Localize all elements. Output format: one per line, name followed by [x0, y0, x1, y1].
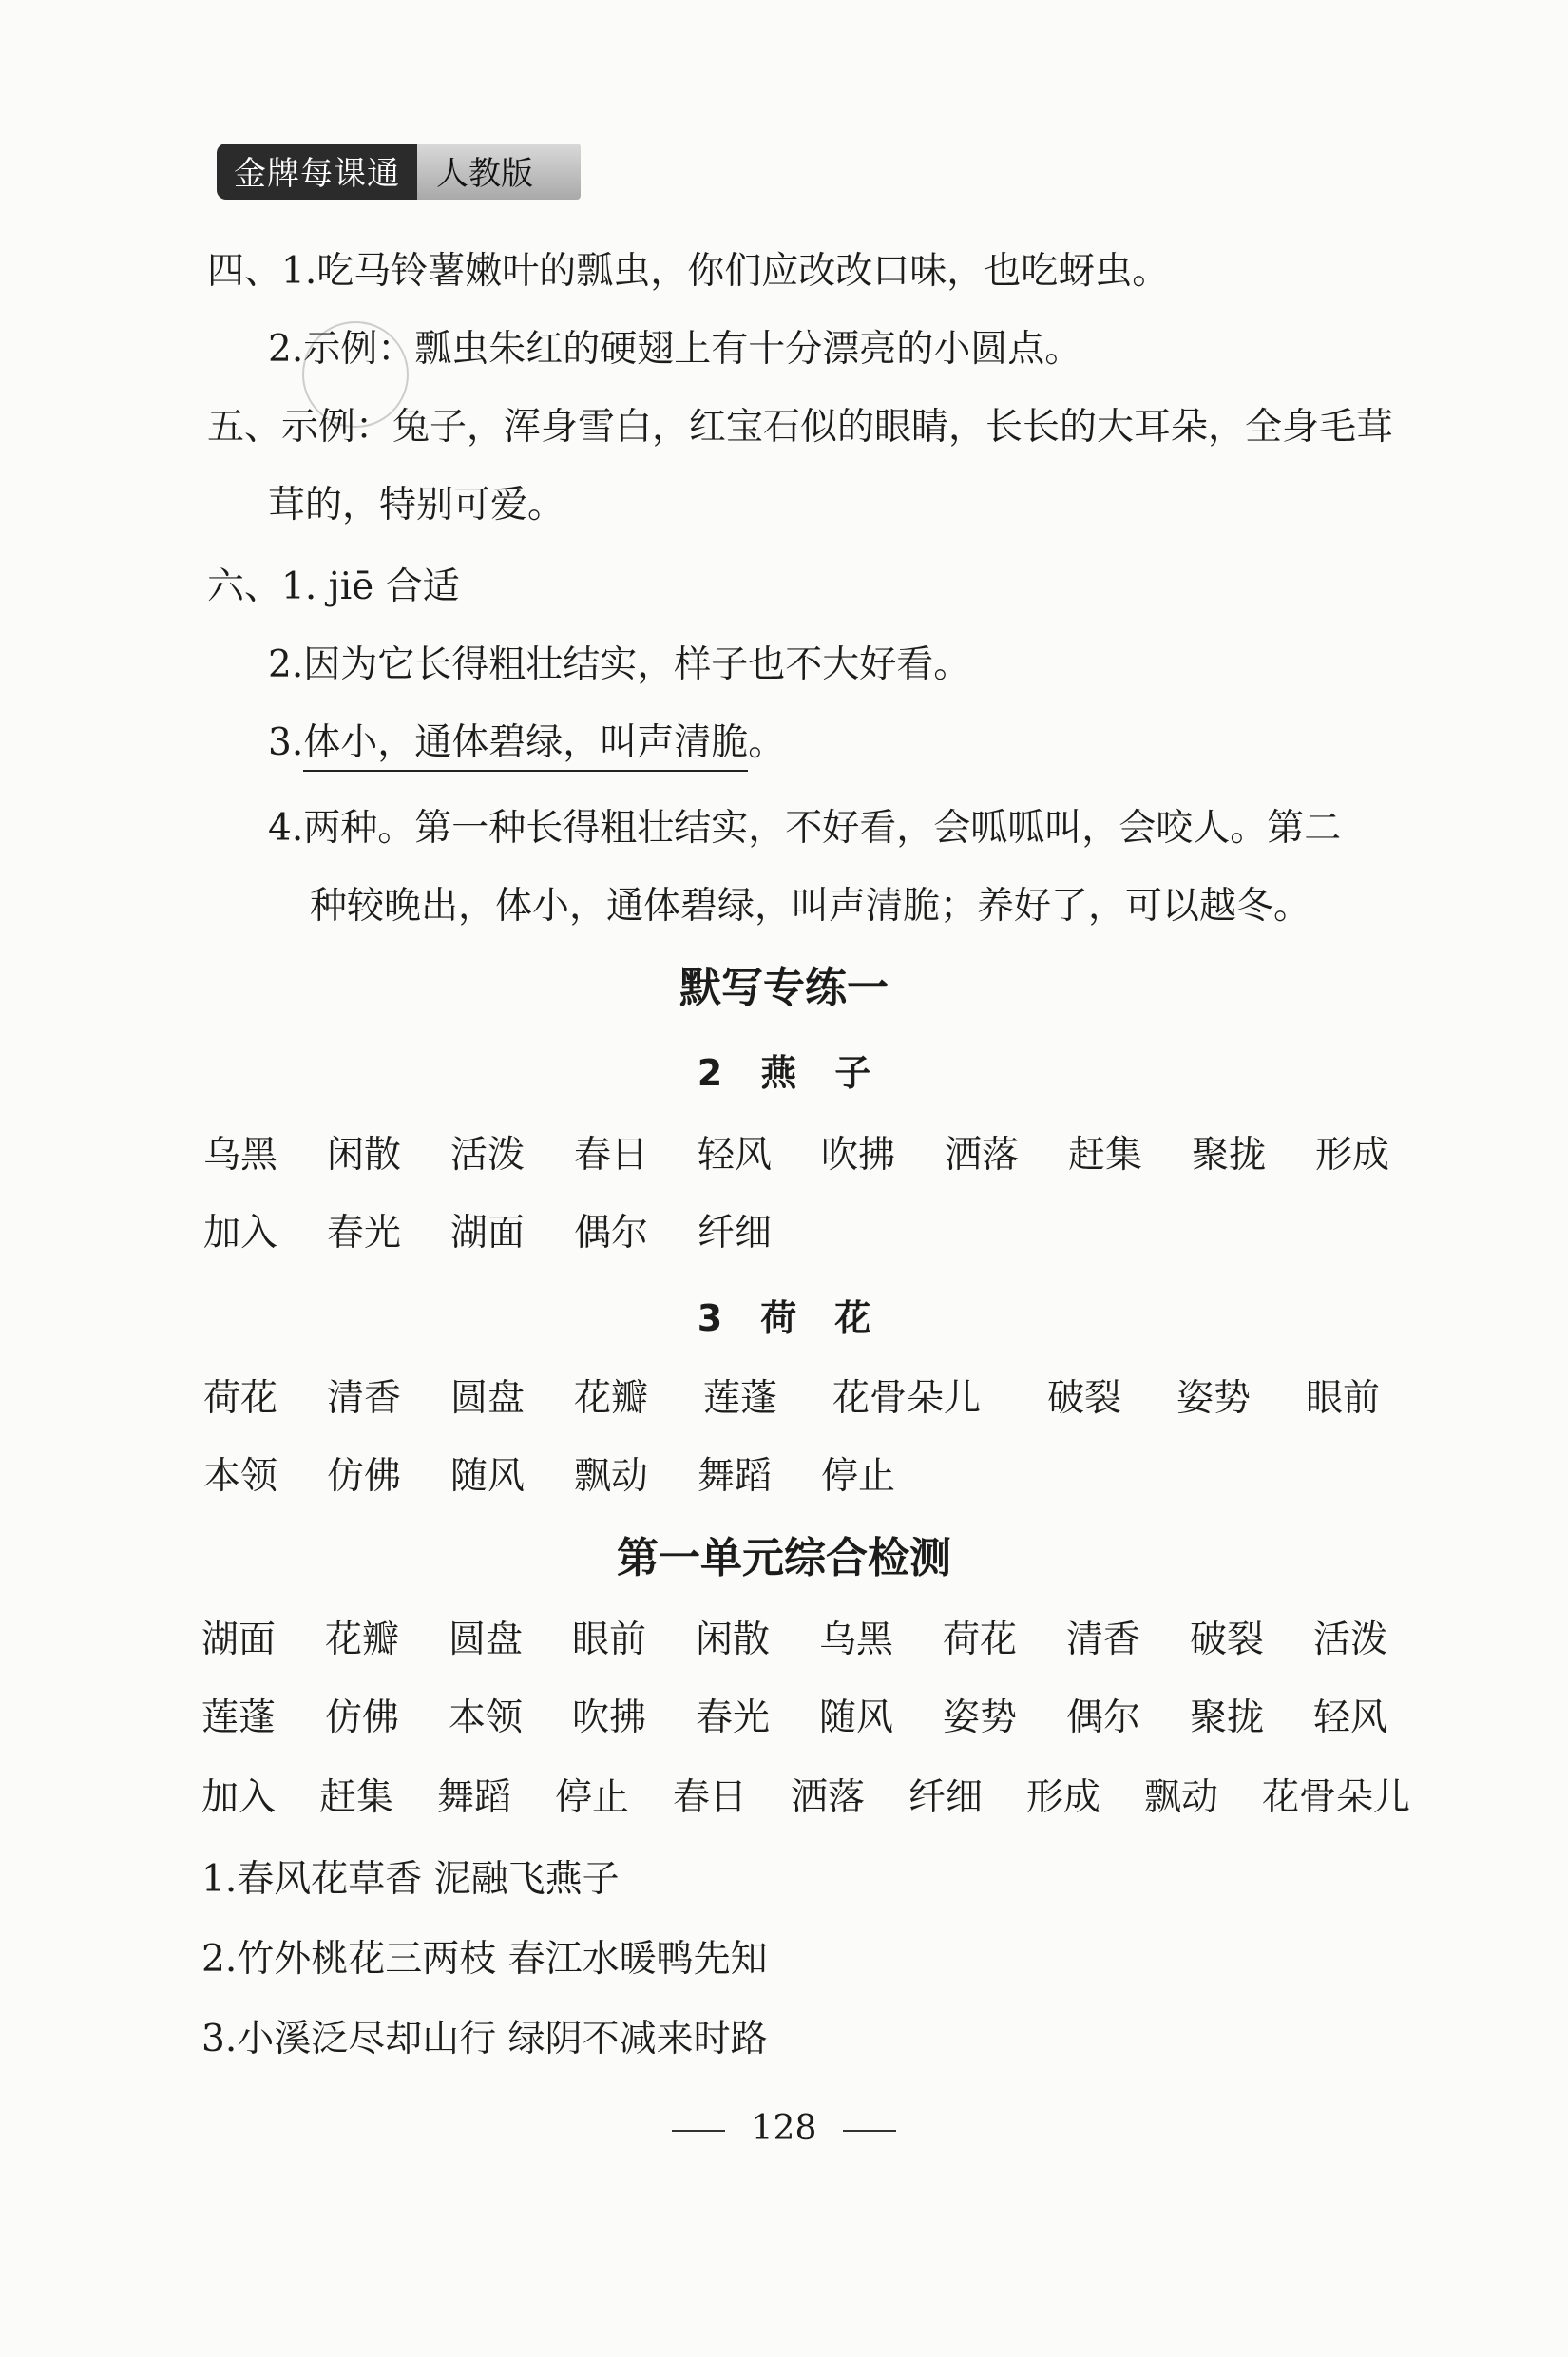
answer-line: 4.两种。第一种长得粗壮结实，不好看，会呱呱叫，会咬人。第二: [268, 807, 1342, 850]
word-row: 加入 赶集 舞蹈 停止 春日 洒落 纤细 形成 飘动 花骨朵儿: [201, 1776, 1411, 1819]
poem-line: 1.春风花草香 泥融飞燕子: [201, 1858, 620, 1901]
answer-period: 。: [748, 721, 786, 764]
lesson-title: 2 燕 子: [697, 1052, 871, 1094]
word-row: 本领 仿佛 随风 飘动 舞蹈 停止: [203, 1455, 896, 1498]
section-title: 默写专练一: [679, 964, 889, 1012]
answer-line: 2.因为它长得粗壮结实，样子也不大好看。: [268, 643, 971, 686]
answer-line: 六、1. jiē 合适: [207, 565, 460, 608]
page-number: 128: [751, 2109, 817, 2148]
footer-dash-right: [843, 2130, 896, 2132]
page-footer: [0, 2109, 1568, 2148]
poem-line: 2.竹外桃花三两枝 春江水暖鸭先知: [201, 1938, 768, 1981]
underlined-answer: 体小，通体碧绿，叫声清脆: [303, 721, 748, 772]
word-row: 莲蓬 仿佛 本领 吹拂 春光 随风 姿势 偶尔 聚拢 轻风: [201, 1696, 1388, 1739]
answer-line: 茸的，特别可爱。: [268, 484, 565, 527]
word-row: 湖面 花瓣 圆盘 眼前 闲散 乌黑 荷花 清香 破裂 活泼: [201, 1619, 1388, 1661]
word-row: 加入 春光 湖面 偶尔 纤细: [203, 1212, 773, 1255]
answer-line: [268, 721, 786, 764]
section-title: 第一单元综合检测: [617, 1534, 951, 1582]
lesson-title: 3 荷 花: [697, 1297, 871, 1339]
word-row: 乌黑 闲散 活泼 春日 轻风 吹拂 洒落 赶集 聚拢 形成: [203, 1134, 1390, 1177]
book-header: [217, 144, 581, 198]
poem-line: 3.小溪泛尽却山行 绿阴不减来时路: [201, 2018, 768, 2060]
answer-line: 五、示例：兔子，浑身雪白，红宝石似的眼睛，长长的大耳朵，全身毛茸: [207, 406, 1394, 449]
answer-number: 3.: [268, 721, 304, 764]
answer-line: 四、1.吃马铃薯嫩叶的瓢虫，你们应改改口味，也吃蚜虫。: [207, 250, 1170, 293]
edition-label: 人教版: [417, 144, 581, 200]
footer-dash-left: [672, 2130, 725, 2132]
word-row: 荷花 清香 圆盘 花瓣 莲蓬 花骨朵儿 破裂 姿势 眼前: [203, 1377, 1381, 1420]
brand-label: 金牌每课通: [217, 144, 417, 200]
answer-line: 2.示例：瓢虫朱红的硬翅上有十分漂亮的小圆点。: [268, 328, 1082, 371]
answer-line: 种较晚出，体小，通体碧绿，叫声清脆；养好了，可以越冬。: [310, 885, 1311, 928]
